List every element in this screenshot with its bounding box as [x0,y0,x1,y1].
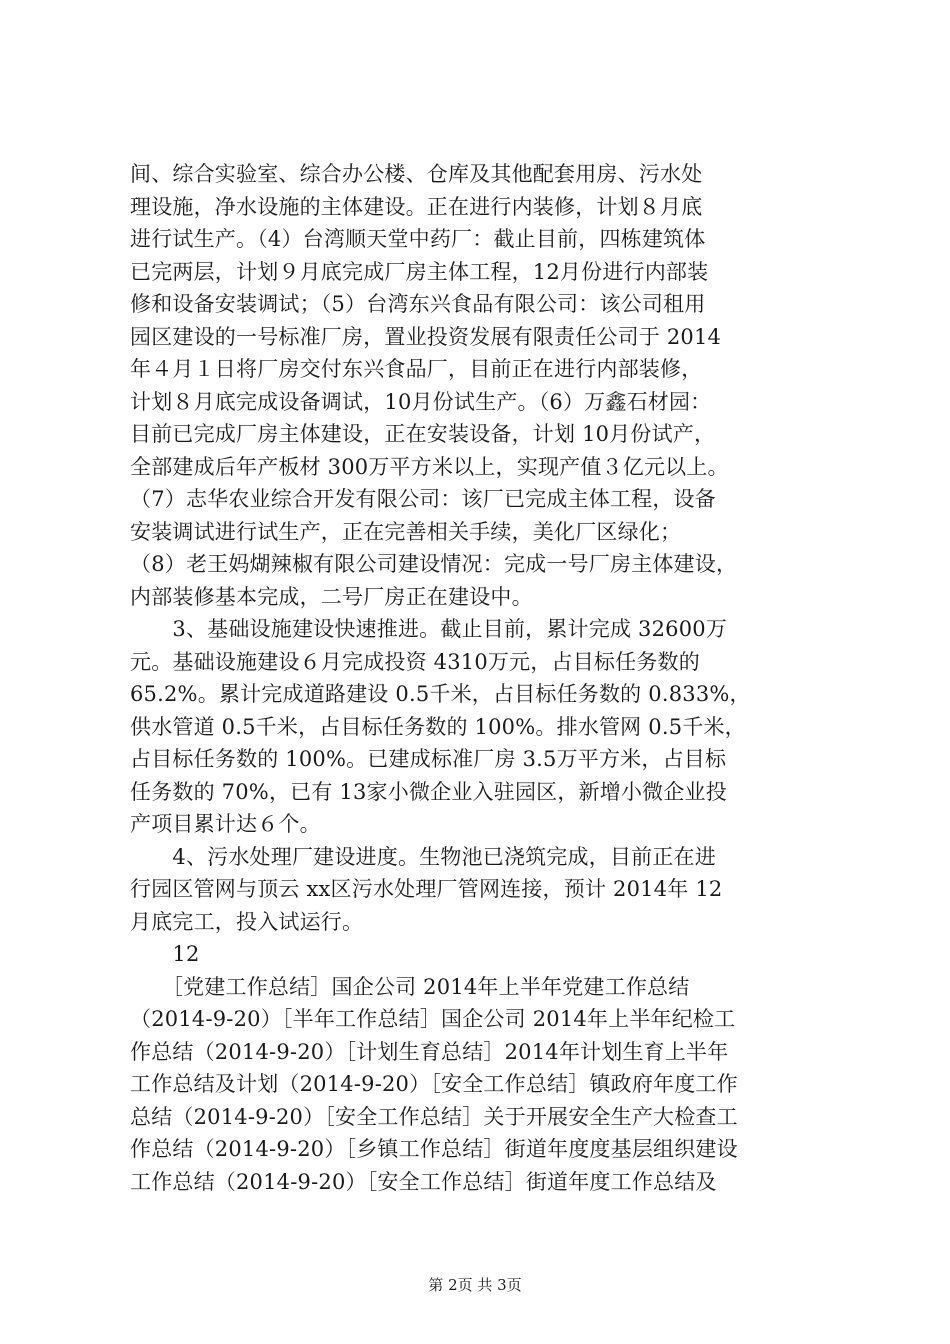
text-line: 安装调试进行试生产，正在完善相关手续，美化厂区绿化； [130,519,682,544]
text-line: 内部装修基本完成，二号厂房正在建设中。 [130,584,533,609]
text-line: 目前已完成厂房主体建设，正在安装设备，计划 10月份试产， [130,422,716,446]
text-line: （2014-9-20）［半年工作总结］国企公司 2014年上半年纪检工 [130,1007,736,1031]
text-line: 计划８月底完成设备调试，10月份试生产。（6）万鑫石材园： [130,389,712,414]
text-line: 作总结（2014-9-20）［计划生育总结］2014年计划生育上半年 [130,1039,729,1064]
text-line: 供水管道 0.5千米，占目标任务数的 100%。排水管网 0.5千米， [130,714,746,739]
text-line: （7）志华农业综合开发有限公司：该厂已完成主体工程，设备 [130,487,716,511]
text-line: 任务数的 70%，已有 13家小微企业入驻园区，新增小微企业投 [130,779,727,804]
text-line: 工作总结（2014-9-20）［安全工作总结］街道年度工作总结及 [130,1169,717,1194]
page-number-footer: 第 2页 共 3页 [428,1276,522,1294]
text-line: 月底完工，投入试运行。 [130,909,364,934]
text-line: 园区建设的一号标准厂房，置业投资发展有限责任公司于 2014 [130,324,722,349]
text-line: ［党建工作总结］国企公司 2014年上半年党建工作总结 [130,974,690,999]
text-line: 总结（2014-9-20）［安全工作总结］关于开展安全生产大检查工 [130,1104,738,1129]
text-line: 作总结（2014-9-20）［乡镇工作总结］街道年度度基层组织建设 [130,1137,738,1161]
document-body [130,158,832,1198]
text-line: 12 [130,942,200,966]
text-line: 年４月１日将厂房交付东兴食品厂，目前正在进行内部装修， [130,357,703,381]
text-line: 修和设备安装调试；（5）台湾东兴食品有限公司：该公司租用 [130,292,706,316]
text-line: 已完两层，计划９月底完成厂房主体工程，12月份进行内部装 [130,259,709,284]
text-line: 行园区管网与顶云 xx区污水处理厂管网连接，预计 2014年 12 [130,877,723,901]
text-line: 工作总结及计划（2014-9-20）［安全工作总结］镇政府年度工作 [130,1072,738,1096]
text-line: 65.2%。累计完成道路建设 0.5千米，占目标任务数的 0.833%， [130,682,751,706]
text-line: 3、基础设施建设快速推进。截止目前，累计完成 32600万 [130,617,728,641]
text-line: 占目标任务数的 100%。已建成标准厂房 3.5万平方米，占目标 [130,747,727,771]
text-line: 产项目累计达６个。 [130,812,321,836]
text-line: 进行试生产。（4）台湾顺天堂中药厂：截止目前，四栋建筑体 [130,227,706,251]
text-line: （8）老王妈煳辣椒有限公司建设情况：完成一号厂房主体建设， [130,552,738,576]
text-line: 间、综合实验室、综合办公楼、仓库及其他配套用房、污水处 [130,162,703,186]
text-line: 4、污水处理厂建设进度。生物池已浇筑完成，目前正在进 [130,844,716,869]
text-line: 元。基础设施建设６月完成投资 4310万元，占目标任务数的 [130,649,700,674]
text-line: 全部建成后年产板材 300万平方米以上，实现产值３亿元以上。 [130,454,729,479]
text-line: 理设施，净水设施的主体建设。正在进行内装修，计划８月底 [130,194,703,219]
